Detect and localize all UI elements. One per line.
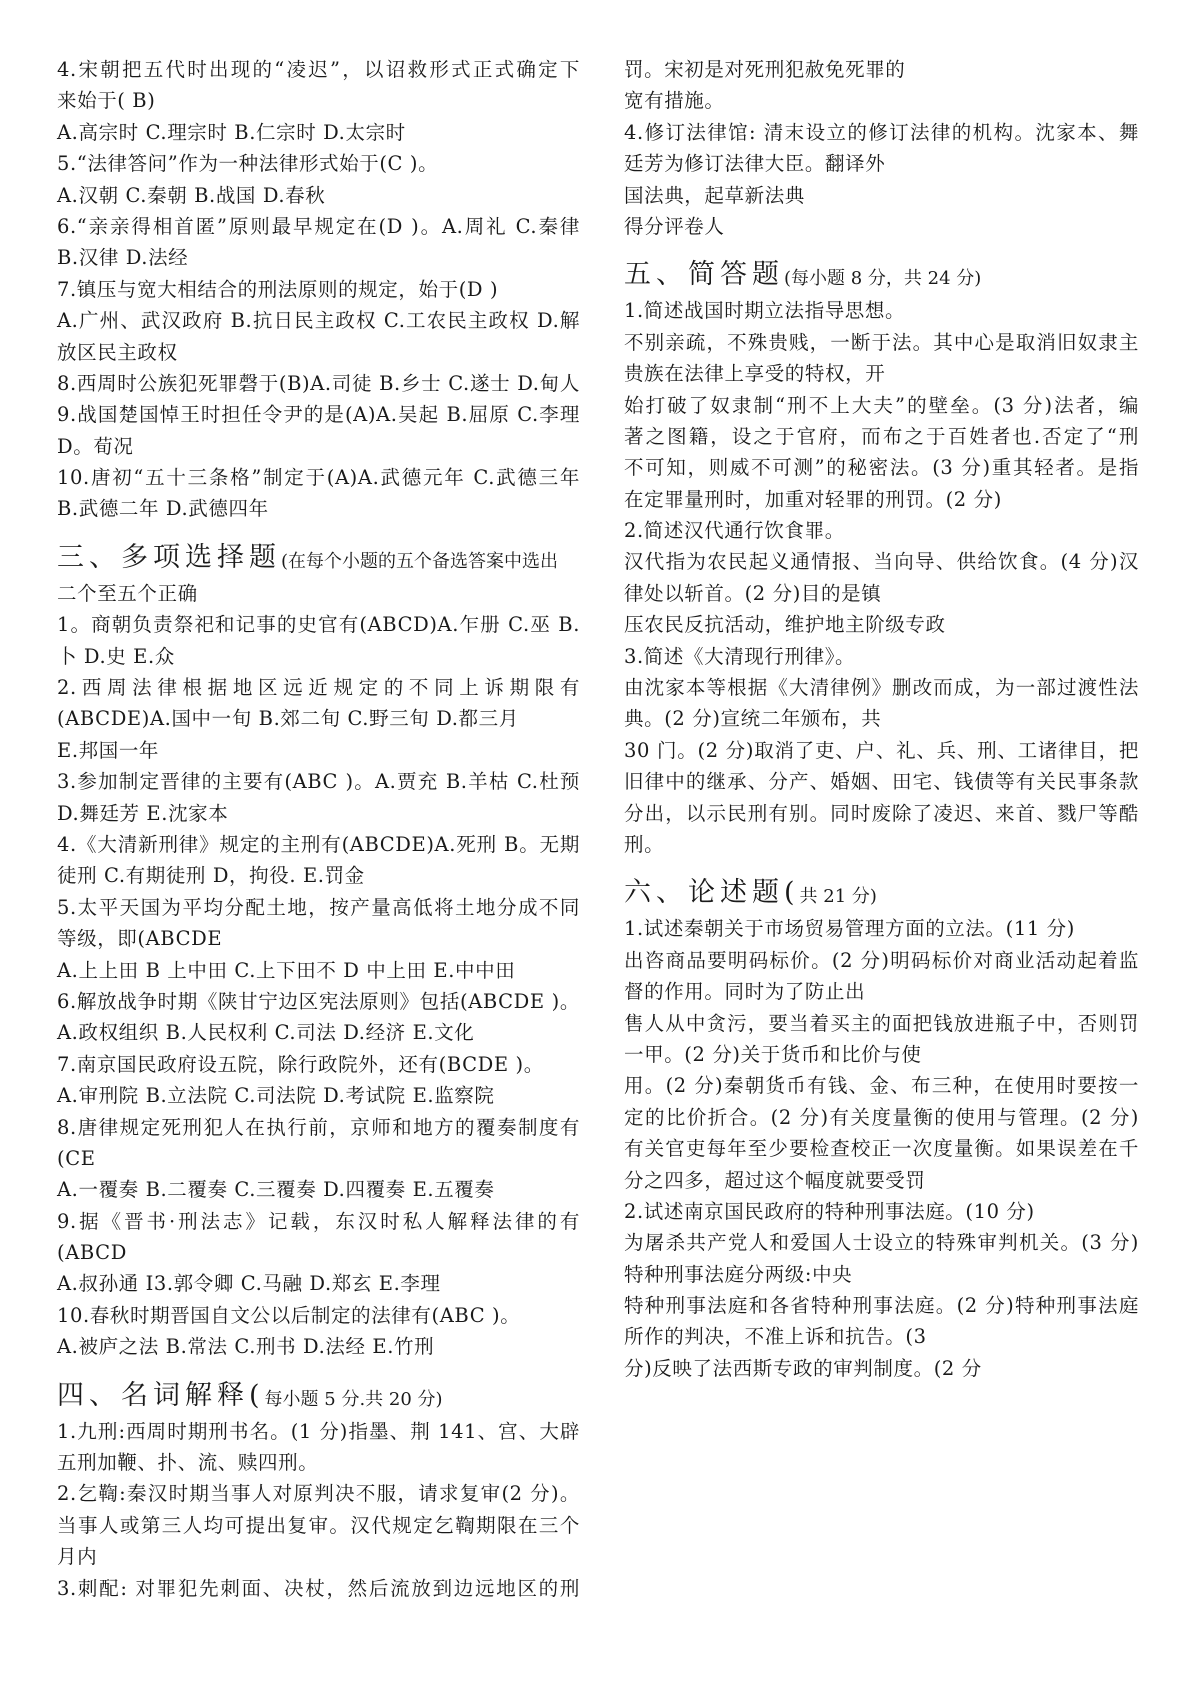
- text-line: 1.简述战国时期立法指导思想。: [624, 299, 906, 323]
- text-line: 特种刑事法庭分两级:中央: [624, 1262, 853, 1286]
- text-line: 汉代指为农民起义通情报、当向导、供给饮食。(4 分)汉: [624, 550, 1139, 574]
- text-line: 2.西周法律根据地区远近规定的不同上诉期限有: [57, 676, 580, 700]
- text-line: 1.试述秦朝关于市场贸易管理方面的立法。(11 分): [624, 917, 1075, 941]
- text-line: 来始于( B): [57, 89, 156, 113]
- text-line: 不可知，则威不可测”的秘密法。(3 分)重其轻者。是指: [624, 456, 1139, 480]
- text-line: 得分评卷人: [624, 214, 725, 238]
- text-line: 4.修订法律馆: 清末设立的修订法律的机构。沈家本、舞: [624, 120, 1139, 144]
- section-note: 每小题 5 分.共 20 分): [264, 1388, 443, 1410]
- text-line: 1.九刑:西周时期刑书名。(1 分)指墨、荆 141、宫、大辟: [57, 1419, 580, 1443]
- text-line: A.审刑院 B.立法院 C.司法院 D.考试院 E.监察院: [57, 1084, 495, 1108]
- text-line: 5.太平天国为平均分配土地，按产量高低将土地分成不同: [57, 895, 580, 919]
- text-line: 售人从中贪污，要当着买主的面把钱放进瓶子中，否则罚: [624, 1011, 1139, 1035]
- text-line: 9.据《晋书·刑法志》记载，东汉时私人解释法律的有: [57, 1209, 580, 1233]
- section-note: (每小题 8 分，共 24 分): [784, 268, 982, 290]
- text-line: 3.简述《大清现行刑律》。: [624, 644, 856, 668]
- text-line: 在定罪量刑时，加重对轻罪的刑罚。(2 分): [624, 487, 1002, 511]
- text-line: A.汉朝 C.秦朝 B.战国 D.春秋: [57, 183, 326, 207]
- text-line: 督的作用。同时为了防止出: [624, 980, 866, 1004]
- text-line: 旧律中的继承、分产、婚姻、田宅、钱债等有关民事条款: [624, 770, 1139, 794]
- text-line: 律处以斩首。(2 分)目的是镇: [624, 581, 882, 605]
- text-line: 等级，即(ABCDE: [57, 927, 223, 951]
- text-line: 10.春秋时期晋国自文公以后制定的法律有(ABC )。: [57, 1303, 521, 1327]
- text-line: 著之图籍，设之于官府，而布之于百姓者也.否定了“刑: [624, 424, 1139, 448]
- text-line: A.广州、武汉政府 B.抗日民主政权 C.工农民主政权 D.解: [57, 309, 580, 333]
- text-line: 2.试述南京国民政府的特种刑事法庭。(10 分): [624, 1199, 1035, 1223]
- text-line: 放区民主政权: [57, 340, 178, 364]
- text-line: 用。(2 分)秦朝货币有钱、金、布三种，在使用时要按一: [624, 1074, 1139, 1098]
- text-line: 6.“亲亲得相首匿”原则最早规定在(D )。A.周礼 C.秦律: [57, 214, 580, 238]
- text-line: A.政权组织 B.人民权利 C.司法 D.经济 E.文化: [57, 1021, 475, 1045]
- text-line: 一甲。(2 分)关于货币和比价与使: [624, 1042, 922, 1066]
- text-line: 6.解放战争时期《陕甘宁边区宪法原则》包括(ABCDE )。: [57, 989, 580, 1013]
- section-heading: [57, 525, 580, 578]
- left-column: [57, 54, 580, 1604]
- section-title: 六、论述题(: [624, 877, 800, 909]
- text-line: 3.参加制定晋律的主要有(ABC )。A.贾充 B.羊枯 C.杜预: [57, 770, 580, 794]
- text-line: 10.唐初“五十三条格”制定于(A)A.武德元年 C.武德三年: [57, 466, 580, 490]
- text-line: 7.镇压与宽大相结合的刑法原则的规定，始于(D ): [57, 277, 499, 301]
- text-line: A.叔孙通 I3.郭令卿 C.马融 D.郑玄 E.李理: [57, 1272, 441, 1296]
- text-line: (ABCDE)A.国中一旬 B.郊二旬 C.野三旬 D.都三月: [57, 707, 519, 731]
- text-line: 贵族在法律上享受的特权，开: [624, 362, 886, 386]
- text-line: 月内: [57, 1545, 98, 1569]
- text-line: 所作的判决，不准上诉和抗告。(3: [624, 1325, 927, 1349]
- text-line: 压农民反抗活动，维护地主阶级专政: [624, 613, 946, 637]
- text-line: 分)反映了法西斯专政的审判制度。(2 分: [624, 1356, 982, 1380]
- text-line: A.高宗时 C.理宗时 B.仁宗时 D.太宗时: [57, 120, 406, 144]
- text-line: 由沈家本等根据《大清律例》删改而成，为一部过渡性法: [624, 676, 1139, 700]
- text-line: 2.乞鞫:秦汉时期当事人对原判决不服，请求复审(2 分)。: [57, 1482, 580, 1506]
- text-line: 分出，以示民刑有别。同时废除了凌迟、来首、戮尸等酷: [624, 801, 1139, 825]
- text-line: 2.简述汉代通行饮食罪。: [624, 519, 845, 543]
- text-line: 卜 D.史 E.众: [57, 644, 175, 668]
- text-line: A.一覆奏 B.二覆奏 C.三覆奏 D.四覆奏 E.五覆奏: [57, 1178, 495, 1202]
- text-line: B.武德二年 D.武德四年: [57, 497, 269, 521]
- section-heading: [624, 860, 1139, 913]
- text-line: 30 门。(2 分)取消了吏、户、礼、兵、刑、工诸律目，把: [624, 738, 1139, 762]
- text-line: B.汉律 D.法经: [57, 246, 189, 270]
- text-line: 有关官吏每年至少要检查校正一次度量衡。如果误差在千: [624, 1137, 1139, 1161]
- text-line: 出咨商品要明码标价。(2 分)明码标价对商业活动起着监: [624, 948, 1139, 972]
- text-line: (CE: [57, 1146, 96, 1170]
- text-line: 不别亲疏，不殊贵贱，一断于法。其中心是取消旧奴隶主: [624, 330, 1139, 354]
- section-note: (在每个小题的五个备选答案中选出: [281, 550, 559, 572]
- text-line: D。荀况: [57, 434, 134, 458]
- text-line: A.被庐之法 B.常法 C.刑书 D.法经 E.竹刑: [57, 1335, 435, 1359]
- text-line: 典。(2 分)宣统二年颁布，共: [624, 707, 882, 731]
- text-line: (ABCD: [57, 1241, 127, 1265]
- text-line: 始打破了奴隶制“刑不上大夫”的壁垒。(3 分)法者，编: [624, 393, 1139, 417]
- text-line: 国法典，起草新法典: [624, 183, 805, 207]
- text-line: 5.“法律答问”作为一种法律形式始于(C )。: [57, 152, 439, 176]
- text-line: 二个至五个正确: [57, 581, 198, 605]
- section-title: 四、名词解释(: [57, 1379, 265, 1411]
- text-line: 徒刑 C.有期徒刑 D，拘役. E.罚金: [57, 864, 365, 888]
- text-line: 刑。: [624, 832, 665, 856]
- section-title: 三、多项选择题: [57, 541, 281, 573]
- text-line: 定的比价折合。(2 分)有关度量衡的使用与管理。(2 分): [624, 1105, 1139, 1129]
- text-line: 特种刑事法庭和各省特种刑事法庭。(2 分)特种刑事法庭: [624, 1294, 1139, 1318]
- text-line: 8.西周时公族犯死罪磬于(B)A.司徒 B.乡士 C.遂士 D.甸人: [57, 371, 580, 395]
- text-line: 4.《大清新刑律》规定的主刑有(ABCDE)A.死刑 B。无期: [57, 832, 580, 856]
- section-note: 共 21 分): [799, 886, 877, 908]
- section-heading: [624, 242, 1139, 295]
- text-line: 廷芳为修订法律大臣。翻译外: [624, 152, 886, 176]
- text-line: 当事人或第三人均可提出复审。汉代规定乞鞫期限在三个: [57, 1513, 580, 1537]
- text-line: 1。商朝负责祭祀和记事的史官有(ABCD)A.乍册 C.巫 B.: [57, 613, 580, 637]
- section-heading: [57, 1363, 580, 1416]
- text-line: 分之四多，超过这个幅度就要受罚: [624, 1168, 926, 1192]
- text-line: 7.南京国民政府设五院，除行政院外，还有(BCDE )。: [57, 1052, 544, 1076]
- text-line: 8.唐律规定死刑犯人在执行前，京师和地方的覆奏制度有: [57, 1115, 580, 1139]
- text-line: 为屠杀共产党人和爱国人士设立的特殊审判机关。(3 分): [624, 1231, 1139, 1255]
- text-line: D.舞廷芳 E.沈家本: [57, 801, 229, 825]
- section-title: 五、简答题: [624, 259, 784, 291]
- text-line: E.邦国一年: [57, 738, 160, 762]
- text-line: 宽有措施。: [624, 89, 725, 113]
- text-line: 4.宋朝把五代时出现的“凌迟”，以诏救形式正式确定下: [57, 58, 580, 81]
- text-line: 3.刺配: 对罪犯先刺面、决杖，然后流放到边远地区的刑: [57, 1576, 580, 1600]
- text-line: A.上上田 B 上中田 C.上下田不 D 中上田 E.中中田: [57, 958, 516, 982]
- text-line: 罚。宋初是对死刑犯赦免死罪的: [624, 58, 906, 81]
- text-line: 9.战国楚国悼王时担任令尹的是(A)A.吴起 B.屈原 C.李理: [57, 403, 580, 427]
- text-line: 五刑加鞭、扑、流、赎四刑。: [57, 1451, 319, 1475]
- right-column: [624, 54, 1139, 1384]
